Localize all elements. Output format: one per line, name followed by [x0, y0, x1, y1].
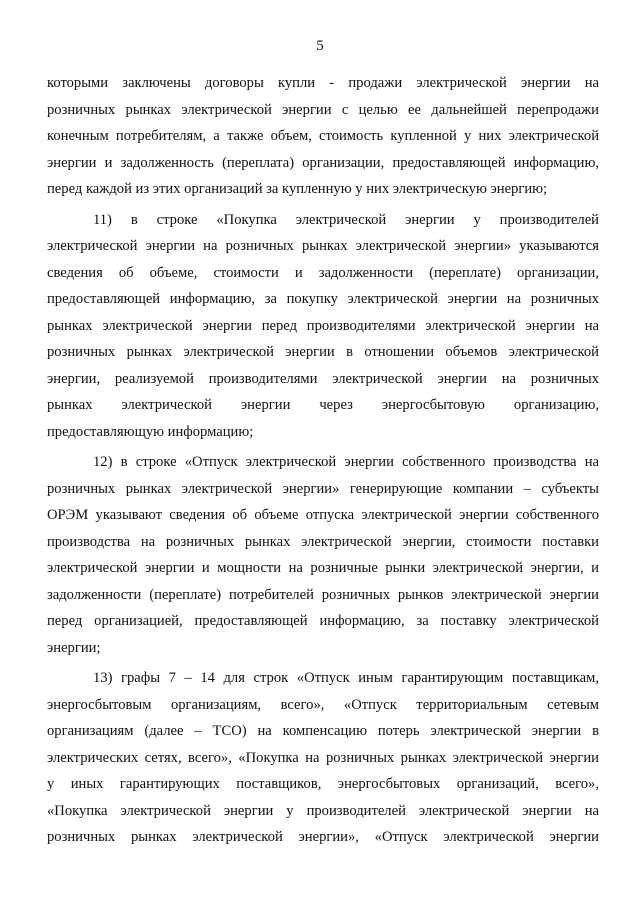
text-line: розничных рынках электрической энергии» генерирующие компании – субъекты [47, 480, 599, 497]
text-line: предоставляющей информацию, за покупку электрической энергии на розничных [47, 291, 599, 307]
text-line: 11) в строке «Покупка электрической энергии у производителей [93, 211, 599, 228]
text-line: электрических сетях, всего», «Покупка на розничных рынках электрической энергии [47, 749, 599, 766]
text-line: розничных рынках электрической энергии с целью ее дальнейшей перепродажи [47, 101, 599, 118]
text-line: перед каждой из этих организаций за купленную у них электрическую энергию; [47, 181, 548, 197]
page-number: 5 [316, 38, 324, 54]
text-line: задолженности (переплате) потребителей розничных рынков электрической энергии [47, 586, 599, 603]
text-line: «Покупка электрической энергии у производителей электрической энергии на [47, 802, 599, 819]
text-line: перед организацией, предоставляющей информацию, за поставку электрической [47, 613, 599, 629]
text-line: 13) графы 7 – 14 для строк «Отпуск иным гарантирующим поставщикам, [93, 670, 599, 686]
text-line: энергии и задолженность (переплата) организации, предоставляющей информацию, [47, 154, 599, 171]
text-line: организациям (далее – ТСО) на компенсацию потерь электрической энергии в [47, 723, 599, 739]
text-line: конечным потребителям, а также объем, стоимость купленной у них электрической [47, 128, 599, 144]
text-line: розничных рынках электрической энергии», «Отпуск электрической энергии [47, 829, 599, 845]
text-line: производства на розничных рынках электрической энергии, стоимости поставки [47, 533, 599, 550]
text-line: рынках электрической энергии через энергосбытовую организацию, [47, 397, 599, 413]
text-line: сведения об объеме, стоимости и задолженности (переплате) организации, [47, 264, 599, 281]
text-line: энергии, реализуемой производителями электрической энергии на розничных [47, 370, 599, 387]
text-line: которыми заключены договоры купли - продажи электрической энергии на [47, 75, 599, 91]
text-line: у иных гарантирующих поставщиков, энергосбытовых организаций, всего», [47, 776, 599, 792]
text-line: 12) в строке «Отпуск электрической энергии собственного производства на [93, 454, 599, 470]
body-text [47, 70, 599, 851]
text-line: розничных рынках электрической энергии в отношении объемов электрической [47, 344, 599, 360]
text-line: электрической энергии на розничных рынках электрической энергии» указываются [47, 238, 599, 254]
text-line: энергии; [47, 639, 101, 656]
text-line: электрической энергии и мощности на розничные рынки электрической энергии, и [47, 560, 599, 576]
text-line: предоставляющую информацию; [47, 423, 254, 440]
text-line: энергосбытовым организациям, всего», «Отпуск территориальным сетевым [47, 696, 599, 713]
text-line: рынках электрической энергии перед производителями электрической энергии на [47, 317, 599, 334]
text-line: ОРЭМ указывают сведения об объеме отпуска электрической энергии собственного [47, 507, 599, 523]
